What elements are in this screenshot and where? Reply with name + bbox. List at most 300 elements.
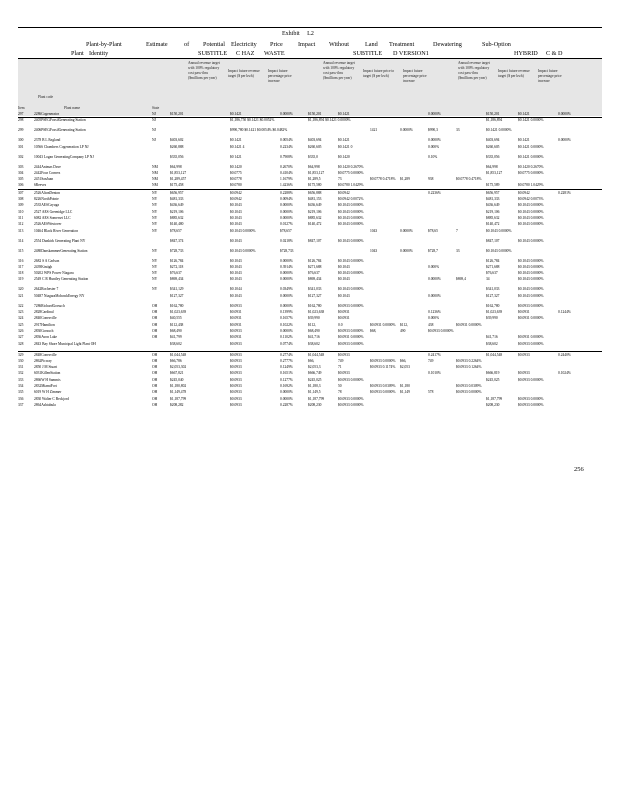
- header-plant-name: Plant name: [64, 106, 81, 110]
- row-state: NY: [152, 264, 158, 269]
- top-rule: [18, 27, 602, 28]
- row-value: $0.1421 0.0000%: [518, 144, 544, 149]
- row-value: 1421: [370, 128, 378, 133]
- row-value: 0.0000%: [280, 215, 293, 220]
- row-plant-name: 2843 Bay Shore Municipal Light Plant OH: [34, 341, 96, 346]
- row-value: $2,053,3: [308, 365, 321, 370]
- row-value: 0.0218%: [280, 238, 293, 243]
- row-value: $38,602: [170, 341, 182, 346]
- row-item-number: 317: [18, 264, 24, 269]
- row-value: $39,990: [308, 316, 320, 321]
- row-value: $41,716: [308, 335, 320, 340]
- row-state: NM: [152, 164, 158, 169]
- row-plant-name: 6031KillenStation: [34, 371, 61, 376]
- row-value: $666,749: [308, 371, 322, 376]
- row-value: 0.0000%: [428, 277, 441, 282]
- row-item-number: 313: [18, 228, 24, 233]
- row-value: $126,784: [308, 258, 322, 263]
- row-value: $0.0775 0.0000%: [518, 170, 544, 175]
- row-value: $245,040: [170, 377, 184, 382]
- row-value: $0.0933 0.0000%: [370, 358, 396, 363]
- row-plant-name: 2850 J M Stuart: [34, 365, 58, 370]
- row-value: $260,605: [486, 144, 500, 149]
- row-value: $481,333: [486, 197, 500, 202]
- exhibit-number: L2: [307, 31, 314, 37]
- row-value: $150,201: [170, 112, 184, 116]
- row-value: $162,780: [486, 303, 500, 308]
- row-value: 0.1244%: [558, 310, 571, 315]
- row-state: NY: [152, 248, 158, 253]
- row-value: $0.0933 0.0000%: [338, 341, 364, 346]
- row-value: $127,327: [486, 293, 500, 298]
- row-value: $1,289: [400, 177, 410, 182]
- row-value: 938: [428, 177, 434, 182]
- row-value: $0.1043: [230, 264, 242, 269]
- row-value: 0.2774%: [280, 352, 293, 357]
- row-value: $0.0933 0.0000%: [338, 402, 364, 407]
- row-value: $175,580: [308, 183, 322, 188]
- row-value: $0.1043: [230, 293, 242, 298]
- row-item-number: 334: [18, 384, 24, 389]
- row-value: 0.1692%: [280, 384, 293, 389]
- row-plant-name: 2917Hamilton: [34, 322, 55, 327]
- row-value: $40,555: [170, 316, 182, 321]
- row-value: $0.0931: [338, 310, 350, 315]
- row-value: $0.1043 0.0000%: [518, 271, 544, 276]
- row-item-number: 299: [18, 128, 24, 133]
- row-item-number: 331: [18, 365, 24, 370]
- row-value: 578: [428, 390, 434, 395]
- row-value: $0.1421: [518, 112, 530, 116]
- row-value: $0.0931: [230, 335, 242, 340]
- row-value: $1,853,127: [308, 170, 325, 175]
- row-plant-name: 2828Cardinal: [34, 310, 54, 315]
- row-value: $0.1043: [230, 215, 242, 220]
- row-value: $0.0933 0.0000%: [370, 390, 396, 395]
- row-plant-name: 2840Conesville: [34, 316, 57, 321]
- row-value: 0.0000%: [428, 293, 441, 298]
- row-value: $0.1043: [230, 209, 242, 214]
- row-value: $0.0933: [230, 352, 242, 357]
- row-value: $0.0933 0.0000%: [518, 396, 544, 401]
- row-item-number: 329: [18, 352, 24, 357]
- row-value: 0.2234%: [280, 144, 293, 149]
- row-value: $0.0933: [230, 358, 242, 363]
- row-value: $0.1043 0.0000%: [518, 215, 544, 220]
- row-value: $0.0933 0.0309%: [370, 384, 396, 389]
- row-state: OH: [152, 390, 158, 395]
- row-value: $0.1043: [230, 222, 242, 227]
- row-value: $0.0933 0.0000%: [338, 303, 364, 308]
- row-value: $0.0931 0.0000%: [370, 322, 396, 327]
- row-value: $112,: [308, 322, 316, 327]
- row-value: 0.0000%: [280, 303, 293, 308]
- row-value: 1043: [370, 248, 378, 253]
- row-plant-name: 2642Rochester 7: [34, 287, 59, 292]
- header-group-7: Impact future revenue target ($ per kwh): [498, 69, 530, 78]
- row-state: NY: [152, 190, 158, 195]
- row-plant-name: 2682 S A Carlson: [34, 258, 60, 263]
- row-plant-name: 6019 W H Zimmer: [34, 390, 62, 395]
- row-value: $0.1420 0.2670%: [518, 164, 544, 169]
- row-value: $0.0933: [230, 328, 242, 333]
- row-value: $341,129: [170, 287, 184, 292]
- row-value: 34: [486, 277, 490, 282]
- row-value: $0.0933: [518, 371, 530, 376]
- row-value: 0.0000%: [280, 396, 293, 401]
- row-value: $162,780: [308, 303, 322, 308]
- row-value: 0.1249%: [280, 365, 293, 370]
- row-state: OH: [152, 303, 158, 308]
- row-value: $1,044,548: [308, 352, 325, 357]
- row-state: NM: [152, 183, 158, 188]
- row-state: OH: [152, 377, 158, 382]
- row-value: 0.2287%: [280, 402, 293, 407]
- row-item-number: 310: [18, 209, 24, 214]
- row-value: 490: [400, 328, 406, 333]
- row-item-number: 319: [18, 277, 24, 282]
- row-plant-name: 50202 WPS Power Niagara: [34, 271, 74, 276]
- row-value: $1,289,457: [170, 177, 187, 182]
- row-value: $481,333: [170, 197, 184, 202]
- row-value: $0.0933: [230, 341, 242, 346]
- title-word: Without: [329, 41, 350, 48]
- row-value: $0.0933 0.0000%: [518, 402, 544, 407]
- row-value: $127,327: [308, 293, 322, 298]
- row-value: $0.1043 0.0000%: [338, 215, 364, 220]
- row-state: NJ: [152, 112, 156, 116]
- row-value: $885,632: [308, 215, 322, 220]
- row-value: 1043: [370, 228, 378, 233]
- row-value: $78,657: [170, 228, 182, 233]
- row-plant-name: 2442Four Corners: [34, 170, 61, 175]
- table-row: [18, 182, 602, 188]
- row-state: NJ: [152, 118, 156, 123]
- row-state: NY: [152, 287, 158, 292]
- row-value: $0.0778 0.4718%: [456, 177, 482, 182]
- row-value: $436,649: [486, 203, 500, 208]
- table-row: [18, 341, 602, 351]
- row-value: $0.0933: [230, 402, 242, 407]
- row-value: $0.0933: [230, 384, 242, 389]
- header-plant-code: Plant code: [38, 95, 54, 99]
- row-value: $0.0942: [518, 190, 530, 195]
- title-word: SUBTITLE: [198, 50, 228, 57]
- row-item-number: 327: [18, 335, 24, 340]
- table-row: [18, 127, 602, 137]
- row-value: 0.000%: [428, 264, 440, 269]
- row-value: $0.0933 0.0309%: [456, 384, 482, 389]
- row-value: $0.1043 0.0000%: [338, 287, 364, 292]
- row-plant-name: 2549 C R Huntley Generating Station: [34, 277, 89, 282]
- row-value: 0.0000%: [428, 112, 441, 116]
- row-value: $0.1043 0.0000%: [518, 238, 544, 243]
- row-item-number: 333: [18, 377, 24, 382]
- row-state: NY: [152, 258, 158, 263]
- row-value: $0.0775: [230, 170, 242, 175]
- row-value: $0.1043 0.0000%: [230, 228, 256, 233]
- row-item-number: 305: [18, 177, 24, 182]
- header-group-2: Impact future percentage price increase: [268, 69, 292, 83]
- row-value: $140,480: [170, 222, 184, 227]
- row-value: $112,438: [170, 322, 184, 327]
- row-value: $0.0775 0.0000%: [338, 170, 364, 175]
- header-group-5: Impact future percentage price increase: [403, 69, 427, 83]
- row-value: $0.0933: [338, 371, 350, 376]
- row-value: $0.1043 0.0000%: [338, 222, 364, 227]
- row-value: $847,107: [308, 238, 322, 243]
- row-value: $150,201: [486, 112, 500, 116]
- row-state: NY: [152, 215, 158, 220]
- row-value: $0.0931: [518, 310, 530, 315]
- row-item-number: 300: [18, 138, 24, 143]
- row-value: $0.1043 0.0000%: [338, 203, 364, 208]
- row-value: 0.0094%: [280, 197, 293, 202]
- row-value: $1,853,127: [486, 170, 503, 175]
- row-value: $0.1043 0.0000%: [518, 264, 544, 269]
- row-value: 0.10%: [428, 154, 438, 159]
- row-value: $2,053,302: [170, 365, 187, 370]
- row-item-number: 297: [18, 112, 24, 116]
- row-value: $68,490: [308, 328, 320, 333]
- table-row: [18, 228, 602, 238]
- column-header-band: [18, 59, 602, 116]
- row-value: $0.1043: [230, 238, 242, 243]
- row-value: $0.1043 0.0000%: [338, 209, 364, 214]
- row-value: $260,888: [170, 144, 184, 149]
- row-state: NM: [152, 177, 158, 182]
- row-value: 0.0000%: [400, 248, 413, 253]
- row-item-number: 301: [18, 144, 24, 149]
- row-value: $0.0933: [230, 390, 242, 395]
- row-value: $0.1043 0.0000%: [486, 248, 512, 253]
- row-value: $1,149,5: [308, 390, 321, 395]
- row-value: 0.1657%: [280, 316, 293, 321]
- row-item-number: 335: [18, 390, 24, 395]
- row-value: $0.0933: [230, 371, 242, 376]
- row-item-number: 298: [18, 118, 24, 123]
- row-value: $0.1043 0.0000%: [518, 258, 544, 263]
- row-item-number: 323: [18, 310, 24, 315]
- row-value: $208,230: [486, 402, 500, 407]
- header-state: State: [152, 106, 160, 110]
- row-plant-name: 2836Avon Lake: [34, 335, 57, 340]
- row-item-number: 321: [18, 293, 24, 298]
- header-group-8: Impact future percentage price increase: [538, 69, 562, 83]
- row-value: $0.0778 0.4718%: [370, 177, 396, 182]
- table-row: [18, 117, 602, 127]
- row-value: $0.1043: [230, 277, 242, 282]
- row-value: 1.1679%: [280, 177, 293, 182]
- title-word: Plant: [71, 50, 84, 57]
- row-value: $885,632: [486, 215, 500, 220]
- row-value: $0.0942 0.0072%: [338, 197, 364, 202]
- row-value: $175,458: [170, 183, 184, 188]
- row-value: 0.2777%: [280, 358, 293, 363]
- row-value: $41,716: [486, 335, 498, 340]
- row-value: $140,472: [486, 222, 500, 227]
- row-value: $0.0933: [230, 377, 242, 382]
- row-value: 0.7908%: [280, 154, 293, 159]
- row-value: $0.1043: [230, 258, 242, 263]
- row-value: $0.1043 0.0000%: [338, 258, 364, 263]
- row-value: 0.0: [338, 322, 343, 327]
- row-value: $1,023,639: [170, 310, 187, 315]
- row-value: $0.1043: [230, 203, 242, 208]
- row-value: $403,694: [486, 138, 500, 143]
- row-plant-name: 2554 Dunkirk Generating Plant NY: [34, 238, 86, 243]
- row-value: $0.1420: [230, 164, 242, 169]
- row-value: 749: [428, 358, 434, 363]
- row-value: $0.0942: [230, 197, 242, 202]
- row-value: $1,180: [400, 384, 410, 389]
- row-value: 73: [338, 177, 342, 182]
- row-value: $38,602: [308, 341, 320, 346]
- row-value: 0.1651%: [280, 371, 293, 376]
- title-word: Sub-Option: [482, 41, 511, 48]
- row-value: $656,888: [308, 190, 322, 195]
- row-value: $66,: [308, 358, 315, 363]
- row-plant-name: 2830Gorsuch: [34, 328, 54, 333]
- row-value: $0.1421 0.0000%: [486, 128, 512, 133]
- row-value: $0.0933: [230, 396, 242, 401]
- row-item-number: 330: [18, 358, 24, 363]
- row-value: $245,025: [486, 377, 500, 382]
- row-value: $0.1043 0.0000%: [486, 228, 512, 233]
- row-value: $869,434: [170, 277, 184, 282]
- row-value: $667,821: [170, 371, 184, 376]
- row-value: $885,632: [170, 215, 184, 220]
- title-word: HYBRID: [514, 50, 538, 57]
- row-value: $1,044,548: [486, 352, 503, 357]
- row-value: $436,649: [308, 203, 322, 208]
- row-item-number: 312: [18, 222, 24, 227]
- row-value: $66,: [400, 358, 407, 363]
- row-value: $112,: [400, 322, 408, 327]
- row-value: $0.0933 0.0000%: [456, 390, 482, 395]
- row-plant-name: 2832MiamiFort: [34, 384, 57, 389]
- row-state: OH: [152, 402, 158, 407]
- row-value: $219,106: [308, 209, 322, 214]
- row-value: $728,7: [428, 248, 438, 253]
- row-value: 0.0000%: [280, 112, 293, 116]
- row-value: $0.1421: [338, 138, 350, 143]
- row-state: OH: [152, 384, 158, 389]
- row-value: $1,187,799: [486, 396, 503, 401]
- row-value: $0.1421: [518, 138, 530, 143]
- title-word: C & D: [546, 50, 563, 57]
- title-word: D VERSION1: [393, 50, 429, 57]
- row-value: $0.1043 0.0000%: [338, 271, 364, 276]
- title-word: Impact: [298, 41, 316, 48]
- row-value: $0.1043: [338, 264, 350, 269]
- table-row: [18, 248, 602, 258]
- row-value: $0.1043 0.0000%: [230, 248, 256, 253]
- row-item-number: 316: [18, 258, 24, 263]
- row-value: $0.0933 0.0000%: [338, 377, 364, 382]
- row-value: $1,187,799: [170, 396, 187, 401]
- row-item-number: 318: [18, 271, 24, 276]
- row-value: $1,187,799: [308, 396, 325, 401]
- title-word: Price: [270, 41, 283, 48]
- row-value: $219,106: [486, 209, 500, 214]
- row-item-number: 304: [18, 170, 24, 175]
- row-value: $0.1043 0.0000%: [518, 287, 544, 292]
- row-value: 0.0127%: [280, 222, 293, 227]
- row-value: $0.1421: [338, 112, 350, 116]
- row-plant-name: 2378 B L England: [34, 138, 61, 143]
- row-value: $728,733: [170, 248, 184, 253]
- title-word: Electricity: [231, 41, 257, 48]
- row-value: $64,998: [308, 164, 320, 169]
- row-value: $271,688: [308, 264, 322, 269]
- row-value: $0.0931 0.0000%: [456, 322, 482, 327]
- row-value: $0.0942: [230, 190, 242, 195]
- row-value: 0.0000%: [558, 112, 571, 116]
- row-value: 0.0000%: [428, 138, 441, 143]
- row-plant-name: 7286RichardGorsuch: [34, 303, 65, 308]
- row-value: $64,998: [486, 164, 498, 169]
- row-value: $39,990: [486, 316, 498, 321]
- row-value: $847,374: [170, 238, 184, 243]
- row-value: $41,799: [170, 335, 182, 340]
- row-value: 0.1277%: [280, 377, 293, 382]
- row-item-number: 308: [18, 197, 24, 202]
- table-row: [18, 293, 602, 303]
- row-state: OH: [152, 328, 158, 333]
- row-plant-name: 2451SanJuan: [34, 177, 54, 182]
- row-plant-name: 2830 Walter C Beckjord: [34, 396, 69, 401]
- row-value: $0.0931: [230, 322, 242, 327]
- title-word: Treatment: [389, 41, 415, 48]
- row-value: 0.0000%: [400, 128, 413, 133]
- row-value: $0.1421: [230, 138, 242, 143]
- title-word: Plant-by-Plant: [86, 41, 122, 48]
- row-state: NY: [152, 271, 158, 276]
- row-value: $0.1043: [338, 293, 350, 298]
- row-state: OH: [152, 335, 158, 340]
- row-plant-name: 2864Ashtabula: [34, 402, 56, 407]
- row-plant-name: 2862Picway: [34, 358, 52, 363]
- row-value: 0.2288%: [280, 190, 293, 195]
- row-plant-name: 2535AESCayuga: [34, 203, 59, 208]
- row-value: $0.0780 1.0429%: [338, 183, 364, 188]
- row-item-number: 325: [18, 322, 24, 327]
- row-state: OH: [152, 371, 158, 376]
- row-value: $66,786: [170, 358, 182, 363]
- row-value: $869,4: [456, 277, 466, 282]
- row-value: $0.1421 0.0000%: [518, 118, 544, 123]
- row-value: $0.1043 0.0000%: [518, 209, 544, 214]
- row-value: $0.1421 0: [338, 144, 353, 149]
- row-value: $0.0933 0.0000%: [338, 396, 364, 401]
- row-value: $0.1421: [230, 112, 242, 116]
- row-value: $68,: [370, 328, 377, 333]
- row-item-number: 332: [18, 371, 24, 376]
- row-value: $0 1421: [230, 154, 242, 159]
- row-value: 0.1022%: [280, 322, 293, 327]
- row-value: $0.0942 0.0073%: [518, 197, 544, 202]
- row-value: 0.0000%: [280, 271, 293, 276]
- row-item-number: 326: [18, 328, 24, 333]
- row-item-number: 320: [18, 287, 24, 292]
- table-row: [18, 144, 602, 154]
- row-item-number: 302: [18, 154, 24, 159]
- row-value: $76,637: [308, 271, 320, 276]
- row-value: 0.000%: [428, 144, 440, 149]
- row-plant-name: 2286Cogenerator: [34, 112, 59, 116]
- table-row: [18, 276, 602, 286]
